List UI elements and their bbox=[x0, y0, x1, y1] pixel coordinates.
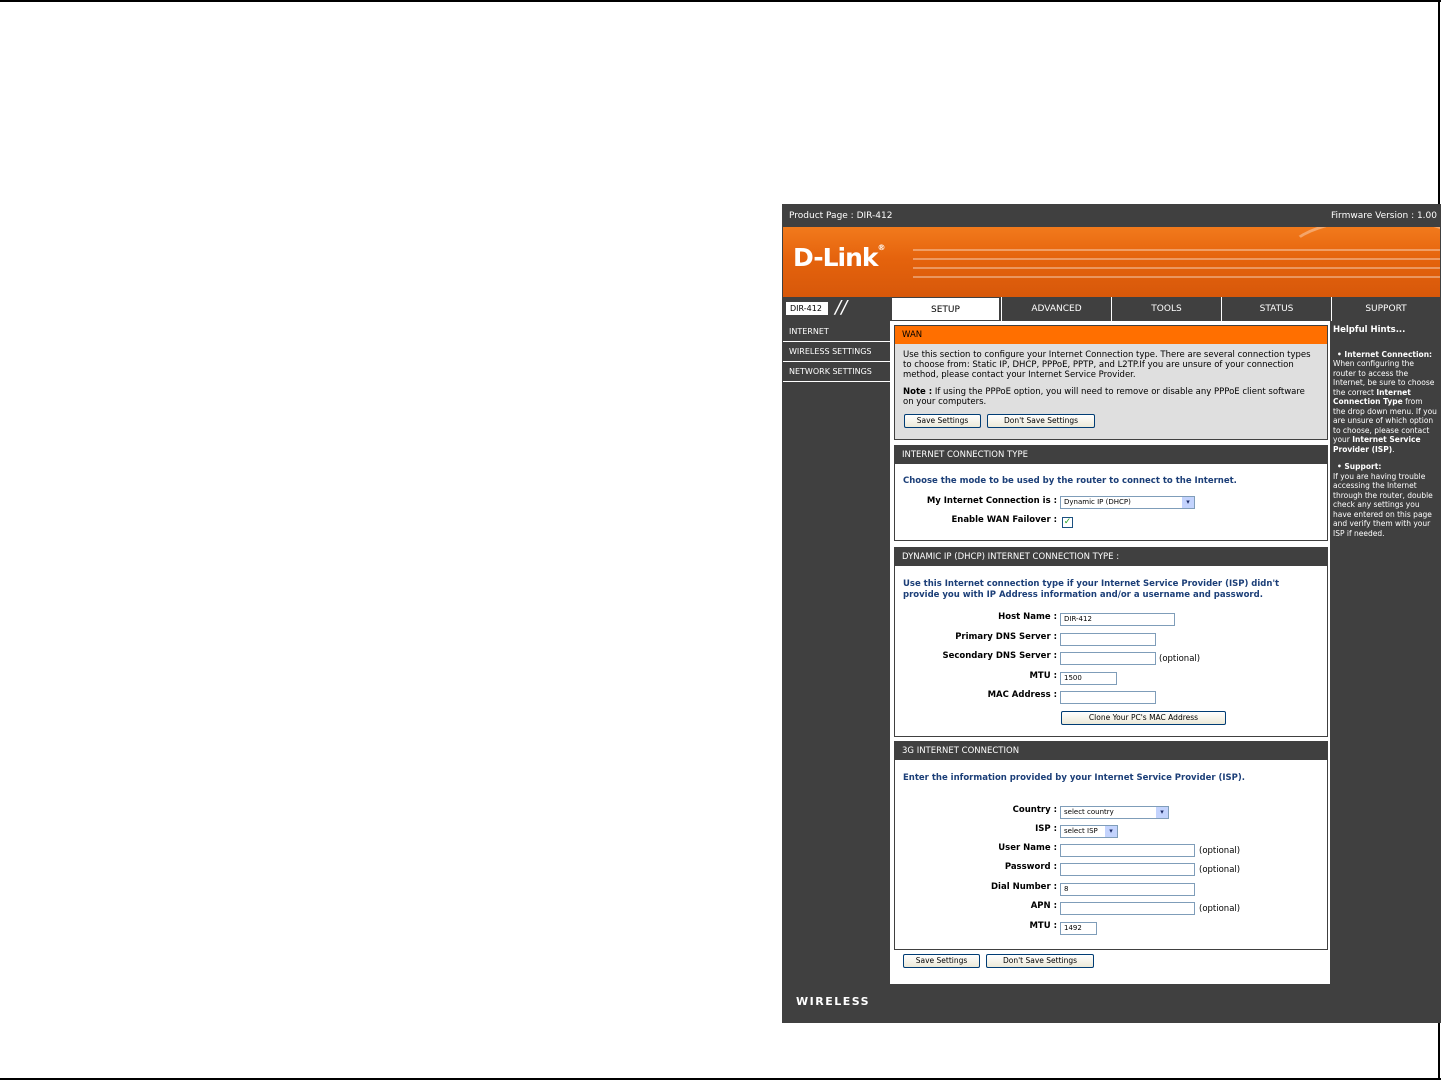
apn-optional: (optional) bbox=[1199, 904, 1241, 914]
internet-connection-type-section bbox=[894, 445, 1328, 541]
3g-title: 3G INTERNET CONNECTION bbox=[895, 742, 1327, 760]
my-connection-label: My Internet Connection is : bbox=[926, 496, 1057, 506]
isp-select[interactable]: select ISP ▾ bbox=[1060, 825, 1118, 838]
hints-title: Helpful Hints... bbox=[1333, 325, 1406, 335]
page-bottom-rule bbox=[0, 1078, 1441, 1080]
secondary-dns-input[interactable] bbox=[1060, 652, 1156, 665]
checkmark-icon: ✓ bbox=[1063, 517, 1072, 527]
3g-mtu-input[interactable]: 1492 bbox=[1060, 922, 1097, 935]
primary-dns-label: Primary DNS Server : bbox=[955, 632, 1057, 642]
secondary-dns-optional: (optional) bbox=[1159, 654, 1201, 664]
mac-address-label: MAC Address : bbox=[987, 690, 1057, 700]
dont-save-settings-button-top[interactable]: Don't Save Settings bbox=[987, 414, 1095, 428]
ict-title: INTERNET CONNECTION TYPE bbox=[895, 446, 1327, 464]
dhcp-section bbox=[894, 547, 1328, 737]
model-label: DIR-412 bbox=[785, 301, 829, 316]
primary-dns-input[interactable] bbox=[1060, 633, 1156, 646]
mac-address-input[interactable] bbox=[1060, 691, 1156, 704]
apn-input[interactable] bbox=[1060, 902, 1195, 915]
tab-advanced[interactable]: ADVANCED bbox=[1001, 297, 1111, 321]
chevron-down-icon: ▾ bbox=[1182, 497, 1194, 508]
secondary-dns-label: Secondary DNS Server : bbox=[942, 651, 1057, 661]
firmware-version-label: Firmware Version : 1.00 bbox=[1331, 211, 1437, 221]
router-screenshot bbox=[782, 204, 1441, 1023]
save-settings-button-bottom[interactable]: Save Settings bbox=[903, 954, 980, 968]
host-name-label: Host Name : bbox=[998, 612, 1057, 622]
3g-section bbox=[894, 741, 1328, 950]
mtu-label: MTU : bbox=[1029, 671, 1057, 681]
user-name-label: User Name : bbox=[998, 843, 1057, 853]
wan-section bbox=[894, 325, 1328, 440]
dont-save-settings-button-bottom[interactable]: Don't Save Settings bbox=[986, 954, 1094, 968]
country-select[interactable]: select country ▾ bbox=[1060, 806, 1169, 819]
connection-type-select[interactable]: Dynamic IP (DHCP) ▾ bbox=[1060, 496, 1195, 509]
dhcp-title: DYNAMIC IP (DHCP) INTERNET CONNECTION TYPE : bbox=[895, 548, 1327, 566]
footer-bar bbox=[783, 984, 1440, 1022]
top-bar bbox=[783, 205, 1440, 227]
password-input[interactable] bbox=[1060, 863, 1195, 876]
mtu-input[interactable]: 1500 bbox=[1060, 672, 1117, 685]
wan-failover-checkbox[interactable] bbox=[1062, 517, 1073, 528]
wan-failover-label: Enable WAN Failover : bbox=[951, 515, 1057, 525]
user-name-optional: (optional) bbox=[1199, 846, 1241, 856]
tab-tools[interactable]: TOOLS bbox=[1111, 297, 1221, 321]
dlink-logo: D-Link® bbox=[793, 243, 885, 272]
sidebar-item-internet[interactable]: INTERNET bbox=[783, 322, 890, 342]
tab-status[interactable]: STATUS bbox=[1221, 297, 1331, 321]
apn-label: APN : bbox=[1030, 901, 1057, 911]
hint-internet-connection: • Internet Connection: When configuring the router to access the Internet, be sure to choose the correct Internet Connection Type from the drop down menu. If you are unsure of which option to choose, please contact your Internet Service Provider (ISP). bbox=[1333, 349, 1437, 454]
dlink-banner bbox=[783, 227, 1440, 297]
tab-setup[interactable]: SETUP bbox=[891, 297, 1000, 321]
wireless-logo: WIRELESS bbox=[796, 995, 871, 1008]
dhcp-description: Use this Internet connection type if your Internet Service Provider (ISP) didn't provide you with IP Address information and/or a username and password. bbox=[903, 579, 1280, 600]
country-label: Country : bbox=[1012, 805, 1057, 815]
dial-number-label: Dial Number : bbox=[991, 882, 1057, 892]
password-label: Password : bbox=[1004, 862, 1057, 872]
3g-mtu-label: MTU : bbox=[1029, 921, 1057, 931]
main-content bbox=[890, 321, 1330, 984]
3g-description: Enter the information provided by your Internet Service Provider (ISP). bbox=[903, 773, 1246, 783]
helpful-hints-panel bbox=[1330, 321, 1440, 984]
wan-note: Note : If using the PPPoE option, you will need to remove or disable any PPPoE client software on your computers. bbox=[903, 387, 1305, 407]
wan-description: Use this section to configure your Internet Connection type. There are several connection types to choose from: Static IP, DHCP, PPPoE, PPTP, and L2TP.If you are unsure of your connection method, please contact your Internet Service Provider. bbox=[903, 350, 1311, 380]
slash-icon: // bbox=[835, 297, 848, 318]
nav-row bbox=[783, 297, 1440, 321]
chevron-down-icon: ▾ bbox=[1156, 807, 1168, 818]
tab-support[interactable]: SUPPORT bbox=[1331, 297, 1440, 321]
product-page-label: Product Page : DIR-412 bbox=[789, 211, 893, 221]
sidebar-item-network-settings[interactable]: NETWORK SETTINGS bbox=[783, 362, 890, 382]
host-name-input[interactable]: DIR-412 bbox=[1060, 613, 1175, 626]
ict-choose-text: Choose the mode to be used by the router to connect to the Internet. bbox=[903, 476, 1237, 486]
password-optional: (optional) bbox=[1199, 865, 1241, 875]
user-name-input[interactable] bbox=[1060, 844, 1195, 857]
hint-support: • Support: If you are having trouble accessing the Internet through the router, double check any settings you have entered on this page and verify them with your ISP if needed. bbox=[1333, 462, 1433, 538]
wan-title: WAN bbox=[895, 326, 1327, 344]
sidebar-item-wireless-settings[interactable]: WIRELESS SETTINGS bbox=[783, 342, 890, 362]
sidebar bbox=[783, 321, 890, 984]
page-top-rule bbox=[0, 0, 1441, 2]
dial-number-input[interactable]: 8 bbox=[1060, 883, 1195, 896]
clone-mac-button[interactable]: Clone Your PC's MAC Address bbox=[1061, 711, 1226, 725]
isp-label: ISP : bbox=[1035, 824, 1057, 834]
save-settings-button-top[interactable]: Save Settings bbox=[904, 414, 981, 428]
chevron-down-icon: ▾ bbox=[1105, 826, 1117, 837]
